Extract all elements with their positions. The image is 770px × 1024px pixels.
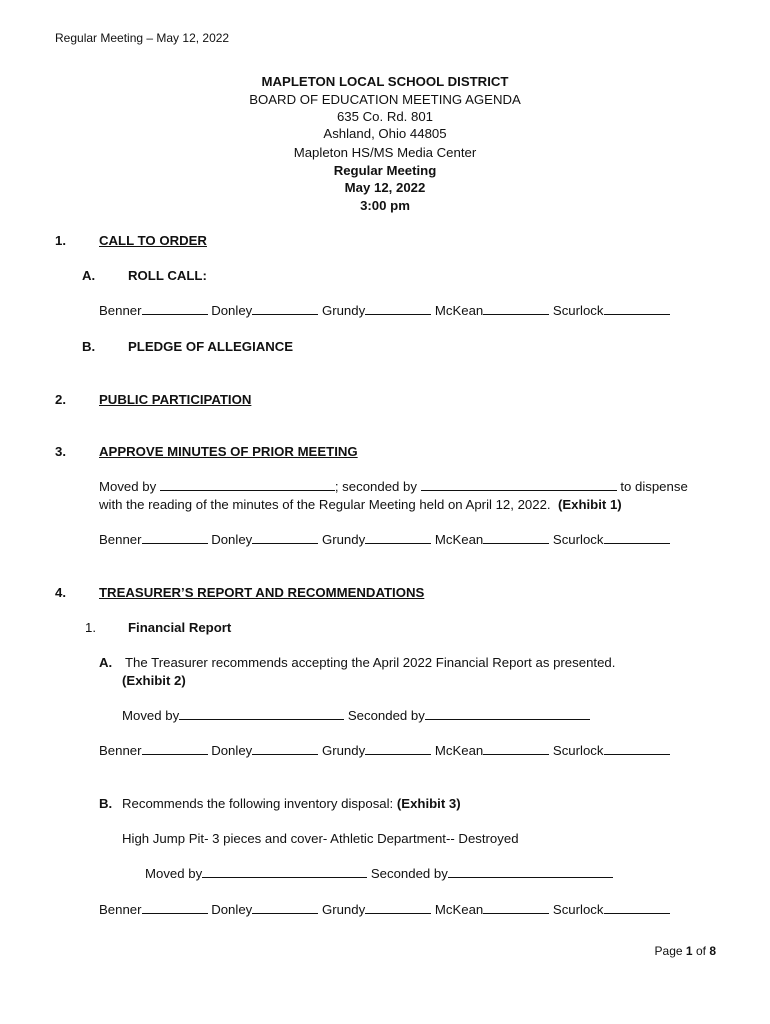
- vote-blank[interactable]: [142, 902, 208, 914]
- address-line-1: 635 Co. Rd. 801: [336, 109, 434, 124]
- seconded-by-blank[interactable]: [448, 866, 613, 878]
- item-text: Recommends the following inventory disposal:: [122, 796, 394, 811]
- member-name: McKean: [434, 743, 484, 758]
- member-name: McKean: [434, 303, 484, 318]
- subsection-heading-pledge: PLEDGE OF ALLEGIANCE: [128, 339, 294, 354]
- item-text-line: [122, 796, 461, 811]
- motion-line: [122, 708, 590, 723]
- district-name: MAPLETON LOCAL SCHOOL DISTRICT: [261, 74, 509, 89]
- member-name: Donley: [211, 303, 253, 318]
- seconded-by-blank[interactable]: [425, 708, 590, 720]
- moved-by-label: Moved by: [99, 479, 157, 494]
- vote-blank[interactable]: [365, 532, 431, 544]
- page-word: Page: [654, 944, 683, 958]
- inventory-item: High Jump Pit- 3 pieces and cover- Athletic Department-- Destroyed: [122, 831, 519, 846]
- member-name: Scurlock: [552, 902, 604, 917]
- section-number: 4.: [55, 585, 66, 600]
- vote-blank[interactable]: [252, 743, 318, 755]
- section-heading-approve-minutes: APPROVE MINUTES OF PRIOR MEETING: [99, 444, 358, 459]
- vote-blank[interactable]: [365, 743, 431, 755]
- subsection-letter: B.: [82, 339, 96, 354]
- member-name: Grundy: [321, 902, 366, 917]
- member-name: Scurlock: [552, 303, 604, 318]
- vote-blank[interactable]: [252, 532, 318, 544]
- member-name: Grundy: [321, 532, 366, 547]
- subsection-heading-roll-call: ROLL CALL:: [128, 268, 207, 283]
- running-header: Regular Meeting – May 12, 2022: [55, 31, 230, 45]
- item-text: The Treasurer recommends accepting the April 2022 Financial Report as presented.: [125, 655, 616, 670]
- section-number: 3.: [55, 444, 66, 459]
- to-dispense-text: to dispense: [620, 479, 688, 494]
- motion-line: [145, 866, 613, 881]
- vote-blank[interactable]: [483, 532, 549, 544]
- vote-blank[interactable]: [483, 743, 549, 755]
- member-name: Scurlock: [552, 743, 604, 758]
- exhibit-label: (Exhibit 2): [122, 673, 186, 688]
- item-letter: A.: [99, 655, 113, 670]
- motion-line-2: [99, 497, 622, 512]
- vote-blank[interactable]: [604, 532, 670, 544]
- section-heading-treasurer: TREASURER’S REPORT AND RECOMMENDATIONS: [99, 585, 425, 600]
- member-name: Donley: [211, 902, 253, 917]
- moved-by-label: Moved by: [145, 866, 203, 881]
- seconded-by-label: Seconded by: [370, 866, 448, 881]
- vote-blank[interactable]: [365, 902, 431, 914]
- subsection-heading-financial-report: Financial Report: [128, 620, 232, 635]
- member-name: Grundy: [321, 303, 366, 318]
- of-word: of: [695, 944, 706, 958]
- address-line-2: Ashland, Ohio 44805: [323, 126, 447, 141]
- member-name: McKean: [434, 532, 484, 547]
- vote-blank[interactable]: [604, 743, 670, 755]
- section-heading-call-to-order: CALL TO ORDER: [99, 233, 207, 248]
- moved-by-blank[interactable]: [202, 866, 367, 878]
- vote-blank[interactable]: [142, 743, 208, 755]
- meeting-location: Mapleton HS/MS Media Center: [293, 145, 477, 160]
- exhibit-label: (Exhibit 3): [396, 796, 461, 811]
- moved-by-label: Moved by: [122, 708, 180, 723]
- seconded-by-label: Seconded by: [347, 708, 425, 723]
- page-current: 1: [685, 944, 693, 958]
- member-name: Donley: [211, 532, 253, 547]
- seconded-by-label: ; seconded by: [334, 479, 417, 494]
- minutes-text: with the reading of the minutes of the Regular Meeting held on April 12, 2022.: [99, 497, 551, 512]
- meeting-date: May 12, 2022: [344, 180, 426, 195]
- vote-blank[interactable]: [142, 303, 208, 315]
- member-name: Benner: [99, 743, 142, 758]
- member-name: McKean: [434, 902, 484, 917]
- section-number: 2.: [55, 392, 66, 407]
- roll-call-vote-row: [99, 902, 670, 917]
- vote-blank[interactable]: [252, 303, 318, 315]
- vote-blank[interactable]: [365, 303, 431, 315]
- meeting-type: Regular Meeting: [333, 163, 437, 178]
- section-heading-public-participation: PUBLIC PARTICIPATION: [99, 392, 252, 407]
- subsection-letter: A.: [82, 268, 96, 283]
- page-number: [655, 944, 716, 958]
- vote-blank[interactable]: [252, 902, 318, 914]
- moved-by-blank[interactable]: [179, 708, 344, 720]
- member-name: Grundy: [321, 743, 366, 758]
- seconded-by-blank[interactable]: [421, 479, 617, 491]
- motion-line: [99, 479, 688, 494]
- subsection-number: 1.: [85, 620, 96, 635]
- member-name: Donley: [211, 743, 253, 758]
- member-name: Scurlock: [552, 532, 604, 547]
- section-number: 1.: [55, 233, 66, 248]
- vote-blank[interactable]: [483, 303, 549, 315]
- vote-blank[interactable]: [142, 532, 208, 544]
- agenda-title: BOARD OF EDUCATION MEETING AGENDA: [249, 92, 521, 107]
- exhibit-label: (Exhibit 1): [557, 497, 622, 512]
- item-letter: B.: [99, 796, 113, 811]
- moved-by-blank[interactable]: [160, 479, 335, 491]
- meeting-time: 3:00 pm: [360, 198, 410, 213]
- vote-blank[interactable]: [483, 902, 549, 914]
- roll-call-vote-row: [99, 532, 670, 547]
- member-name: Benner: [99, 902, 142, 917]
- page-total: 8: [709, 944, 716, 958]
- vote-blank[interactable]: [604, 303, 670, 315]
- roll-call-vote-row: [99, 743, 670, 758]
- member-name: Benner: [99, 303, 142, 318]
- roll-call-vote-row: [99, 303, 670, 318]
- vote-blank[interactable]: [604, 902, 670, 914]
- member-name: Benner: [99, 532, 142, 547]
